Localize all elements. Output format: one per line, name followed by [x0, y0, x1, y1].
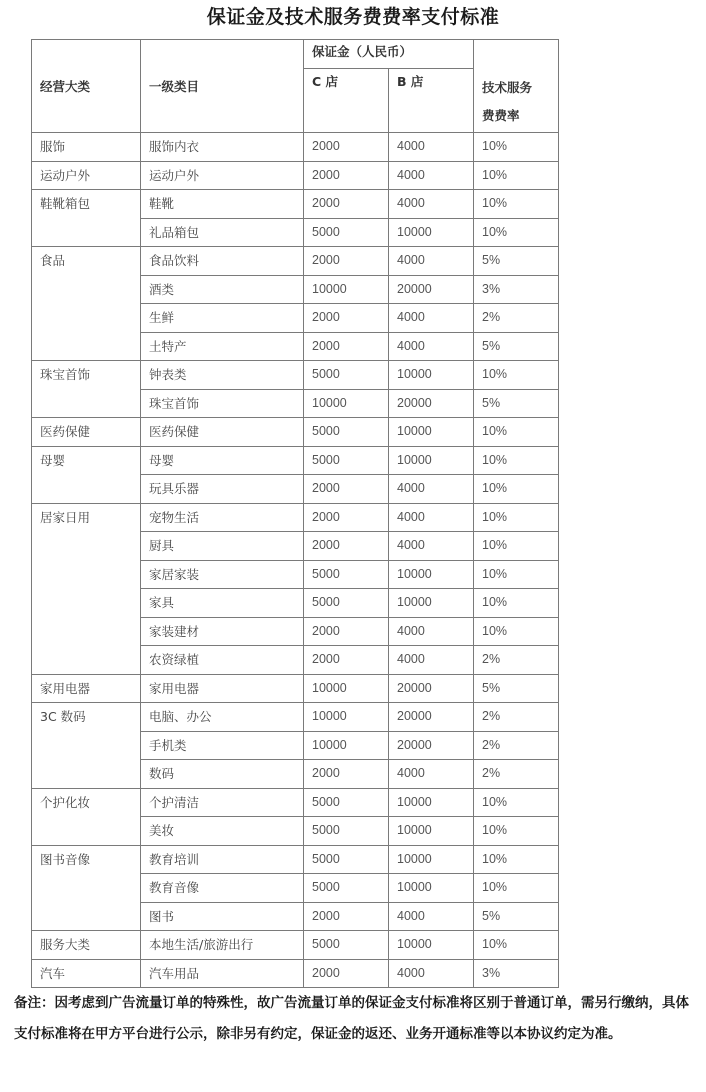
category-cell: 图书音像: [32, 845, 141, 931]
category-cell: 汽车: [32, 959, 141, 988]
fee-rate-cell: 10%: [474, 560, 559, 589]
fee-rate-cell: 5%: [474, 902, 559, 931]
subcategory-cell: 手机类: [141, 731, 304, 760]
b-store-deposit-cell: 4000: [389, 332, 474, 361]
table-row: [32, 503, 559, 532]
c-store-deposit-cell: 5000: [304, 418, 389, 447]
fee-rate-cell: 10%: [474, 931, 559, 960]
c-store-deposit-cell: 2000: [304, 161, 389, 190]
b-store-deposit-cell: 4000: [389, 304, 474, 333]
fee-rate-cell: 10%: [474, 218, 559, 247]
c-store-deposit-cell: 2000: [304, 475, 389, 504]
subcategory-cell: 电脑、办公: [141, 703, 304, 732]
category-cell: 服饰: [32, 133, 141, 162]
subcategory-cell: 本地生活/旅游出行: [141, 931, 304, 960]
table-row: [32, 247, 559, 276]
category-cell: 运动户外: [32, 161, 141, 190]
c-store-deposit-cell: 5000: [304, 361, 389, 390]
document-title: 保证金及技术服务费费率支付标准: [206, 6, 500, 28]
subcategory-cell: 教育培训: [141, 845, 304, 874]
fee-rate-cell: 10%: [474, 446, 559, 475]
fee-rate-cell: 10%: [474, 817, 559, 846]
c-store-deposit-cell: 10000: [304, 275, 389, 304]
header-deposit-group: 保证金（人民币）: [304, 40, 474, 69]
c-store-deposit-cell: 2000: [304, 902, 389, 931]
fee-rate-cell: 2%: [474, 304, 559, 333]
subcategory-cell: 家居家装: [141, 560, 304, 589]
c-store-deposit-cell: 2000: [304, 247, 389, 276]
subcategory-cell: 食品饮料: [141, 247, 304, 276]
fee-rate-cell: 10%: [474, 874, 559, 903]
c-store-deposit-cell: 2000: [304, 532, 389, 561]
category-cell: 居家日用: [32, 503, 141, 674]
b-store-deposit-cell: 10000: [389, 817, 474, 846]
subcategory-cell: 生鲜: [141, 304, 304, 333]
subcategory-cell: 数码: [141, 760, 304, 789]
subcategory-cell: 服饰内衣: [141, 133, 304, 162]
subcategory-cell: 家用电器: [141, 674, 304, 703]
b-store-deposit-cell: 4000: [389, 161, 474, 190]
c-store-deposit-cell: 5000: [304, 218, 389, 247]
subcategory-cell: 钟表类: [141, 361, 304, 390]
c-store-deposit-cell: 5000: [304, 560, 389, 589]
c-store-deposit-cell: 10000: [304, 674, 389, 703]
b-store-deposit-cell: 20000: [389, 389, 474, 418]
c-store-deposit-cell: 10000: [304, 389, 389, 418]
subcategory-cell: 美妆: [141, 817, 304, 846]
subcategory-cell: 宠物生活: [141, 503, 304, 532]
c-store-deposit-cell: 10000: [304, 703, 389, 732]
fee-rate-cell: 10%: [474, 845, 559, 874]
fee-rate-cell: 3%: [474, 275, 559, 304]
fee-rate-cell: 10%: [474, 361, 559, 390]
fee-rate-cell: 2%: [474, 646, 559, 675]
b-store-deposit-cell: 4000: [389, 247, 474, 276]
c-store-deposit-cell: 2000: [304, 617, 389, 646]
b-store-deposit-cell: 4000: [389, 133, 474, 162]
fee-rate-cell: 2%: [474, 731, 559, 760]
remark-note: 备注：因考虑到广告流量订单的特殊性，故广告流量订单的保证金支付标准将区别于普通订单，需另行缴纳，具体支付标准将在甲方平台进行公示，除非另有约定，保证金的返还、业务开通标准等以本协议约定为准。: [14, 995, 689, 1042]
fee-rate-cell: 2%: [474, 703, 559, 732]
fee-rate-cell: 10%: [474, 161, 559, 190]
b-store-deposit-cell: 20000: [389, 731, 474, 760]
header-category: 经营大类: [32, 40, 141, 133]
table-row: [32, 446, 559, 475]
b-store-deposit-cell: 4000: [389, 503, 474, 532]
c-store-deposit-cell: 5000: [304, 788, 389, 817]
header-c-store: C 店: [304, 69, 389, 133]
subcategory-cell: 个护清洁: [141, 788, 304, 817]
fee-rate-cell: 10%: [474, 617, 559, 646]
header-b-store: B 店: [389, 69, 474, 133]
table-row: [32, 418, 559, 447]
c-store-deposit-cell: 10000: [304, 731, 389, 760]
subcategory-cell: 厨具: [141, 532, 304, 561]
b-store-deposit-cell: 10000: [389, 361, 474, 390]
category-cell: 鞋靴箱包: [32, 190, 141, 247]
b-store-deposit-cell: 4000: [389, 617, 474, 646]
category-cell: 家用电器: [32, 674, 141, 703]
b-store-deposit-cell: 4000: [389, 532, 474, 561]
table-row: [32, 931, 559, 960]
header-fee-rate-line1: 技术服务: [482, 80, 533, 95]
c-store-deposit-cell: 5000: [304, 817, 389, 846]
b-store-deposit-cell: 4000: [389, 475, 474, 504]
c-store-deposit-cell: 2000: [304, 304, 389, 333]
b-store-deposit-cell: 10000: [389, 560, 474, 589]
fee-rate-cell: 5%: [474, 332, 559, 361]
header-fee-rate-line2: 费费率: [482, 108, 520, 123]
category-cell: 珠宝首饰: [32, 361, 141, 418]
fee-rate-cell: 5%: [474, 247, 559, 276]
b-store-deposit-cell: 10000: [389, 788, 474, 817]
subcategory-cell: 礼品箱包: [141, 218, 304, 247]
fee-rate-cell: 10%: [474, 589, 559, 618]
category-cell: 母婴: [32, 446, 141, 503]
c-store-deposit-cell: 2000: [304, 959, 389, 988]
table-row: [32, 361, 559, 390]
c-store-deposit-cell: 2000: [304, 760, 389, 789]
subcategory-cell: 汽车用品: [141, 959, 304, 988]
c-store-deposit-cell: 2000: [304, 332, 389, 361]
b-store-deposit-cell: 10000: [389, 218, 474, 247]
table-row: [32, 845, 559, 874]
b-store-deposit-cell: 20000: [389, 674, 474, 703]
table-body: [32, 133, 559, 988]
subcategory-cell: 农资绿植: [141, 646, 304, 675]
category-cell: 服务大类: [32, 931, 141, 960]
fee-rate-cell: 5%: [474, 674, 559, 703]
table-row: [32, 703, 559, 732]
c-store-deposit-cell: 2000: [304, 190, 389, 219]
subcategory-cell: 家装建材: [141, 617, 304, 646]
b-store-deposit-cell: 10000: [389, 589, 474, 618]
fee-rate-cell: 10%: [474, 532, 559, 561]
subcategory-cell: 鞋靴: [141, 190, 304, 219]
c-store-deposit-cell: 2000: [304, 503, 389, 532]
b-store-deposit-cell: 4000: [389, 959, 474, 988]
header-fee-rate: [474, 40, 559, 133]
table-row: [32, 674, 559, 703]
c-store-deposit-cell: 5000: [304, 446, 389, 475]
subcategory-cell: 玩具乐器: [141, 475, 304, 504]
fee-standard-table: [31, 39, 559, 988]
category-cell: 医药保健: [32, 418, 141, 447]
fee-rate-cell: 10%: [474, 190, 559, 219]
subcategory-cell: 医药保健: [141, 418, 304, 447]
fee-rate-cell: 10%: [474, 418, 559, 447]
subcategory-cell: 土特产: [141, 332, 304, 361]
b-store-deposit-cell: 10000: [389, 931, 474, 960]
b-store-deposit-cell: 4000: [389, 760, 474, 789]
table-row: [32, 959, 559, 988]
b-store-deposit-cell: 10000: [389, 446, 474, 475]
b-store-deposit-cell: 10000: [389, 874, 474, 903]
table-row: [32, 133, 559, 162]
fee-rate-cell: 2%: [474, 760, 559, 789]
header-subcategory: 一级类目: [141, 40, 304, 133]
b-store-deposit-cell: 10000: [389, 845, 474, 874]
c-store-deposit-cell: 2000: [304, 133, 389, 162]
fee-rate-cell: 3%: [474, 959, 559, 988]
subcategory-cell: 运动户外: [141, 161, 304, 190]
subcategory-cell: 家具: [141, 589, 304, 618]
fee-rate-cell: 5%: [474, 389, 559, 418]
c-store-deposit-cell: 2000: [304, 646, 389, 675]
b-store-deposit-cell: 4000: [389, 902, 474, 931]
subcategory-cell: 图书: [141, 902, 304, 931]
subcategory-cell: 珠宝首饰: [141, 389, 304, 418]
c-store-deposit-cell: 5000: [304, 874, 389, 903]
b-store-deposit-cell: 20000: [389, 275, 474, 304]
c-store-deposit-cell: 5000: [304, 931, 389, 960]
subcategory-cell: 酒类: [141, 275, 304, 304]
b-store-deposit-cell: 20000: [389, 703, 474, 732]
fee-rate-cell: 10%: [474, 788, 559, 817]
category-cell: 3C 数码: [32, 703, 141, 789]
subcategory-cell: 教育音像: [141, 874, 304, 903]
table-row: [32, 190, 559, 219]
fee-rate-cell: 10%: [474, 133, 559, 162]
category-cell: 食品: [32, 247, 141, 361]
fee-rate-cell: 10%: [474, 475, 559, 504]
category-cell: 个护化妆: [32, 788, 141, 845]
table-row: [32, 788, 559, 817]
b-store-deposit-cell: 4000: [389, 646, 474, 675]
c-store-deposit-cell: 5000: [304, 589, 389, 618]
fee-rate-cell: 10%: [474, 503, 559, 532]
b-store-deposit-cell: 4000: [389, 190, 474, 219]
subcategory-cell: 母婴: [141, 446, 304, 475]
b-store-deposit-cell: 10000: [389, 418, 474, 447]
c-store-deposit-cell: 5000: [304, 845, 389, 874]
table-row: [32, 161, 559, 190]
